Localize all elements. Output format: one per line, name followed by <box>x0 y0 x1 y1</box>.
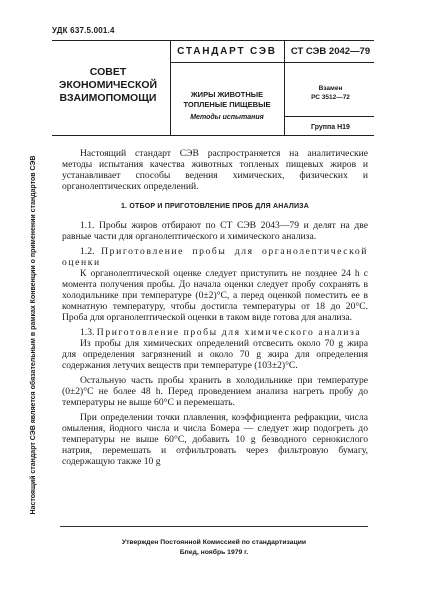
subsection-title: Приготовление пробы для химического анализа <box>96 327 362 338</box>
organization-line: ВЗАИМОПОМОЩИ <box>59 92 157 104</box>
paragraph-storage: Остальную часть пробы хранить в холодильнике при температуре (0±2)°С не более 48 h. Перед проведением анализа нагреть пробу до температуры не выше 60°С и перемешать. <box>62 375 368 408</box>
organization-line: СОВЕТ <box>89 66 127 78</box>
subsection-heading-1-2 <box>62 246 368 268</box>
approval-line: Утвержден Постоянной Комиссией по стандартизации <box>121 539 307 546</box>
section-heading: 1. ОТБОР И ПРИГОТОВЛЕНИЕ ПРОБ ДЛЯ АНАЛИЗА <box>120 203 310 210</box>
replaces-note <box>287 84 374 102</box>
approval-date: Бпед, ноябрь 1979 г. <box>179 549 249 556</box>
header-top-rule <box>52 40 374 41</box>
intro-paragraph: Настоящий стандарт СЭВ распространяется на аналитические методы испытания качества животных топленых пищевых жиров и устанавливает способы ведения химических, физических и органолептических определений. <box>62 148 368 192</box>
side-mandatory-note: Настоящий стандарт СЭВ является обязательным в рамках Конвенции о применении стандартов СЭВ <box>30 155 37 515</box>
paragraph-melting: При определении точки плавления, коэффициента рефракции, числа омыления, йодного числа и числа Бомера — следует жир подогреть до температуры не выше 60°С, добавить 10 g безводного сернокислого натрия, перемешать и отфильтровать через фильтровую бумагу, содержащую также 10 g <box>62 412 368 467</box>
header-divider-right <box>284 40 285 136</box>
paragraph-1-3: Из пробы для химических определений отсвесить около 70 g жира для определения загрязнений и около 70 g жира для определения содержания летучих веществ при температуре (103±2)°С. <box>62 338 368 371</box>
organization-name <box>52 66 164 105</box>
document-body <box>62 148 368 467</box>
subsection-heading-1-3 <box>62 327 368 338</box>
subsection-number: 1.2. <box>80 246 95 257</box>
udk-code: УДК 637.5.001.4 <box>52 26 115 35</box>
paragraph-1-2: К органолептической оценке следует приступить не позднее 24 h с момента получения пробы. До начала оценки следует пробу сохранять в холодильнике при температуре (0±2)°С, а перед оценкой поместить ее в комнатную температуру, чтобы достигла температуры от 18 до 20°С. Проба для органолептической оценки в таком виде готова для анализа. <box>62 268 368 323</box>
standard-header <box>52 40 374 136</box>
standard-title <box>172 90 282 110</box>
replaces-label: Взамен <box>318 85 343 92</box>
header-bottom-rule <box>52 135 374 136</box>
subsection-number: 1.3. <box>80 327 95 338</box>
title-line: ЖИРЫ ЖИВОТНЫЕ <box>190 90 264 99</box>
organization-line: ЭКОНОМИЧЕСКОЙ <box>58 79 158 91</box>
replaces-value: РС 3512—72 <box>311 94 350 101</box>
paragraph-1-1: 1.1. Пробы жиров отбирают по СТ СЭВ 2043—79 и делят на две равные части для органолептического и химического анализа. <box>62 220 368 242</box>
title-line: ТОПЛЕНЫЕ ПИЩЕВЫЕ <box>183 100 271 109</box>
footer-rule <box>60 526 368 527</box>
standard-heading: СТАНДАРТ СЭВ <box>177 46 277 57</box>
standard-subtitle: Методы испытания <box>190 114 264 121</box>
subsection-title: Приготовление пробы для органолептической оценки <box>62 246 369 268</box>
header-group-rule <box>284 116 374 117</box>
approval-footer <box>60 538 368 558</box>
header-row-rule <box>170 62 374 63</box>
header-divider-left <box>170 40 171 136</box>
group-code: Группа Н19 <box>311 124 350 131</box>
standard-number: СТ СЭВ 2042—79 <box>290 46 371 57</box>
